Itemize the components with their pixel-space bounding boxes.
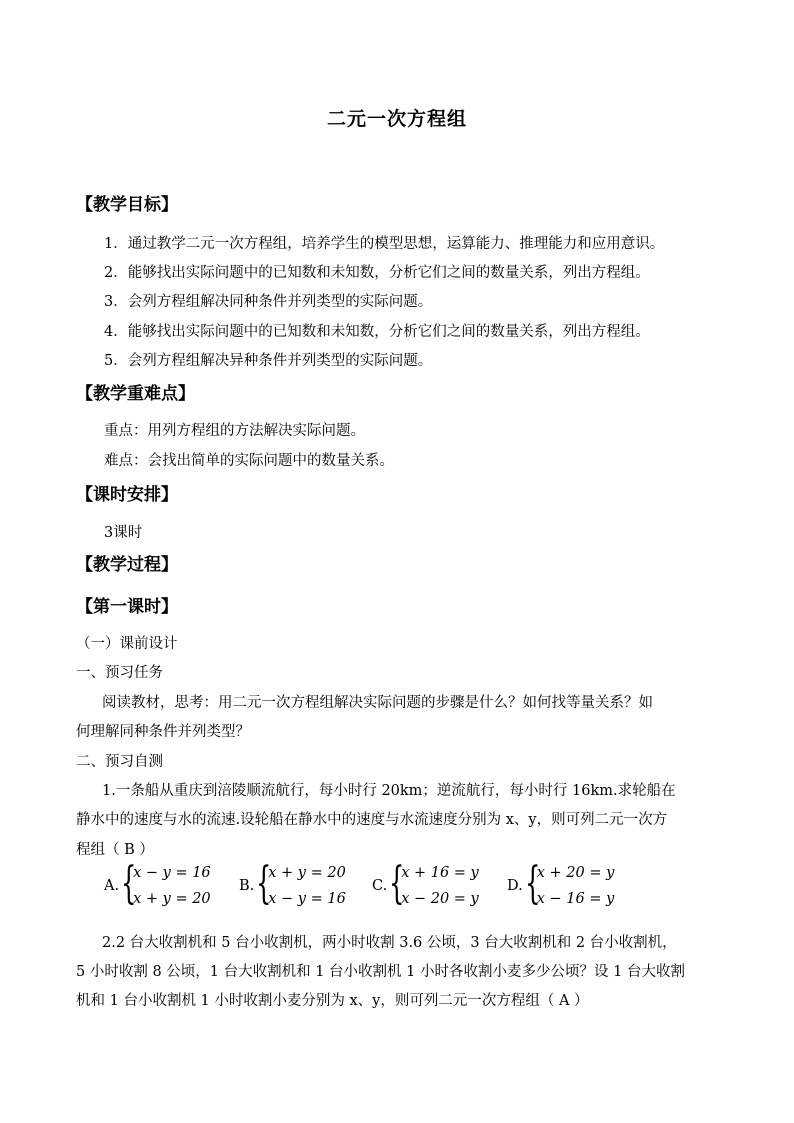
brace-icon: {: [524, 858, 541, 909]
objective-item: 4．能够找出实际问题中的已知数和未知数，分析它们之间的数量关系，列出方程组。: [104, 324, 650, 340]
lesson1-heading: 【第一课时】: [76, 597, 178, 617]
option-label: D.: [507, 878, 523, 894]
equation: x − 20 = y: [401, 891, 479, 907]
question-1-text: 1.一条船从重庆到涪陵顺流航行，每小时行 20km；逆流航行，每小时行 16km.求轮船在: [102, 783, 676, 799]
equation: x − y = 16: [268, 891, 346, 907]
self-test-heading: 二、预习自测: [76, 754, 163, 770]
option-d: [507, 858, 615, 910]
schedule-heading: 【课时安排】: [76, 485, 178, 505]
process-heading: 【教学过程】: [76, 555, 178, 575]
preview-task-text: 何理解同种条件并列类型？: [76, 724, 250, 740]
objective-item: 2．能够找出实际问题中的已知数和未知数，分析它们之间的数量关系，列出方程组。: [104, 265, 650, 281]
brace-icon: {: [121, 858, 137, 909]
equation: x + y = 20: [133, 891, 211, 907]
equation: x − 16 = y: [536, 891, 615, 907]
brace-icon: {: [389, 858, 405, 909]
page-title: 二元一次方程组: [326, 108, 467, 130]
preview-task-text: 阅读教材，思考：用二元一次方程组解决实际问题的步骤是什么？如何找等量关系？如: [102, 695, 653, 711]
brace-icon: {: [256, 858, 272, 909]
question-2-text: 机和 1 台小收割机 1 小时收割小麦分别为 x、y，则可列二元一次方程组（ A ）: [76, 993, 589, 1009]
question-2-text: 2.2 台大收割机和 5 台小收割机，两小时收割 3.6 公顷，3 台大收割机和 2 台小收割机，: [102, 935, 677, 951]
option-label: A.: [104, 878, 120, 894]
pre-class-heading: （一）课前设计: [76, 636, 178, 652]
difficult-point-text: 难点：会找出简单的实际问题中的数量关系。: [104, 453, 394, 469]
objectives-heading: 【教学目标】: [76, 195, 178, 215]
objective-item: 3．会列方程组解决同种条件并列类型的实际问题。: [104, 294, 433, 310]
equation: x + y = 20: [268, 865, 346, 881]
option-label: C.: [372, 878, 388, 894]
question-1-text: 静水中的速度与水的流速.设轮船在静水中的速度与水流速度分别为 x、y，则可列二元一次方: [76, 812, 668, 828]
option-a: [104, 858, 211, 910]
question-2-text: 5 小时收割 8 公顷，1 台大收割机和 1 台小收割机 1 小时各收割小麦多少公顷？设 1 台大收割: [76, 964, 685, 980]
objective-item: 5．会列方程组解决异种条件并列类型的实际问题。: [104, 353, 433, 369]
preview-task-heading: 一、预习任务: [76, 665, 163, 681]
equation: x + 20 = y: [536, 865, 615, 881]
option-c: [372, 858, 479, 910]
key-point-text: 重点：用列方程组的方法解决实际问题。: [104, 423, 365, 439]
key-points-heading: 【教学重难点】: [76, 384, 195, 404]
objective-item: 1．通过教学二元一次方程组，培养学生的模型思想，运算能力、推理能力和应用意识。: [104, 236, 665, 252]
equation: x + 16 = y: [401, 865, 479, 881]
schedule-text: 3课时: [104, 525, 143, 541]
equation: x − y = 16: [133, 865, 211, 881]
question-1-text: 程组（ B ）: [76, 842, 154, 858]
option-label: B.: [239, 878, 255, 894]
option-b: [239, 858, 346, 910]
